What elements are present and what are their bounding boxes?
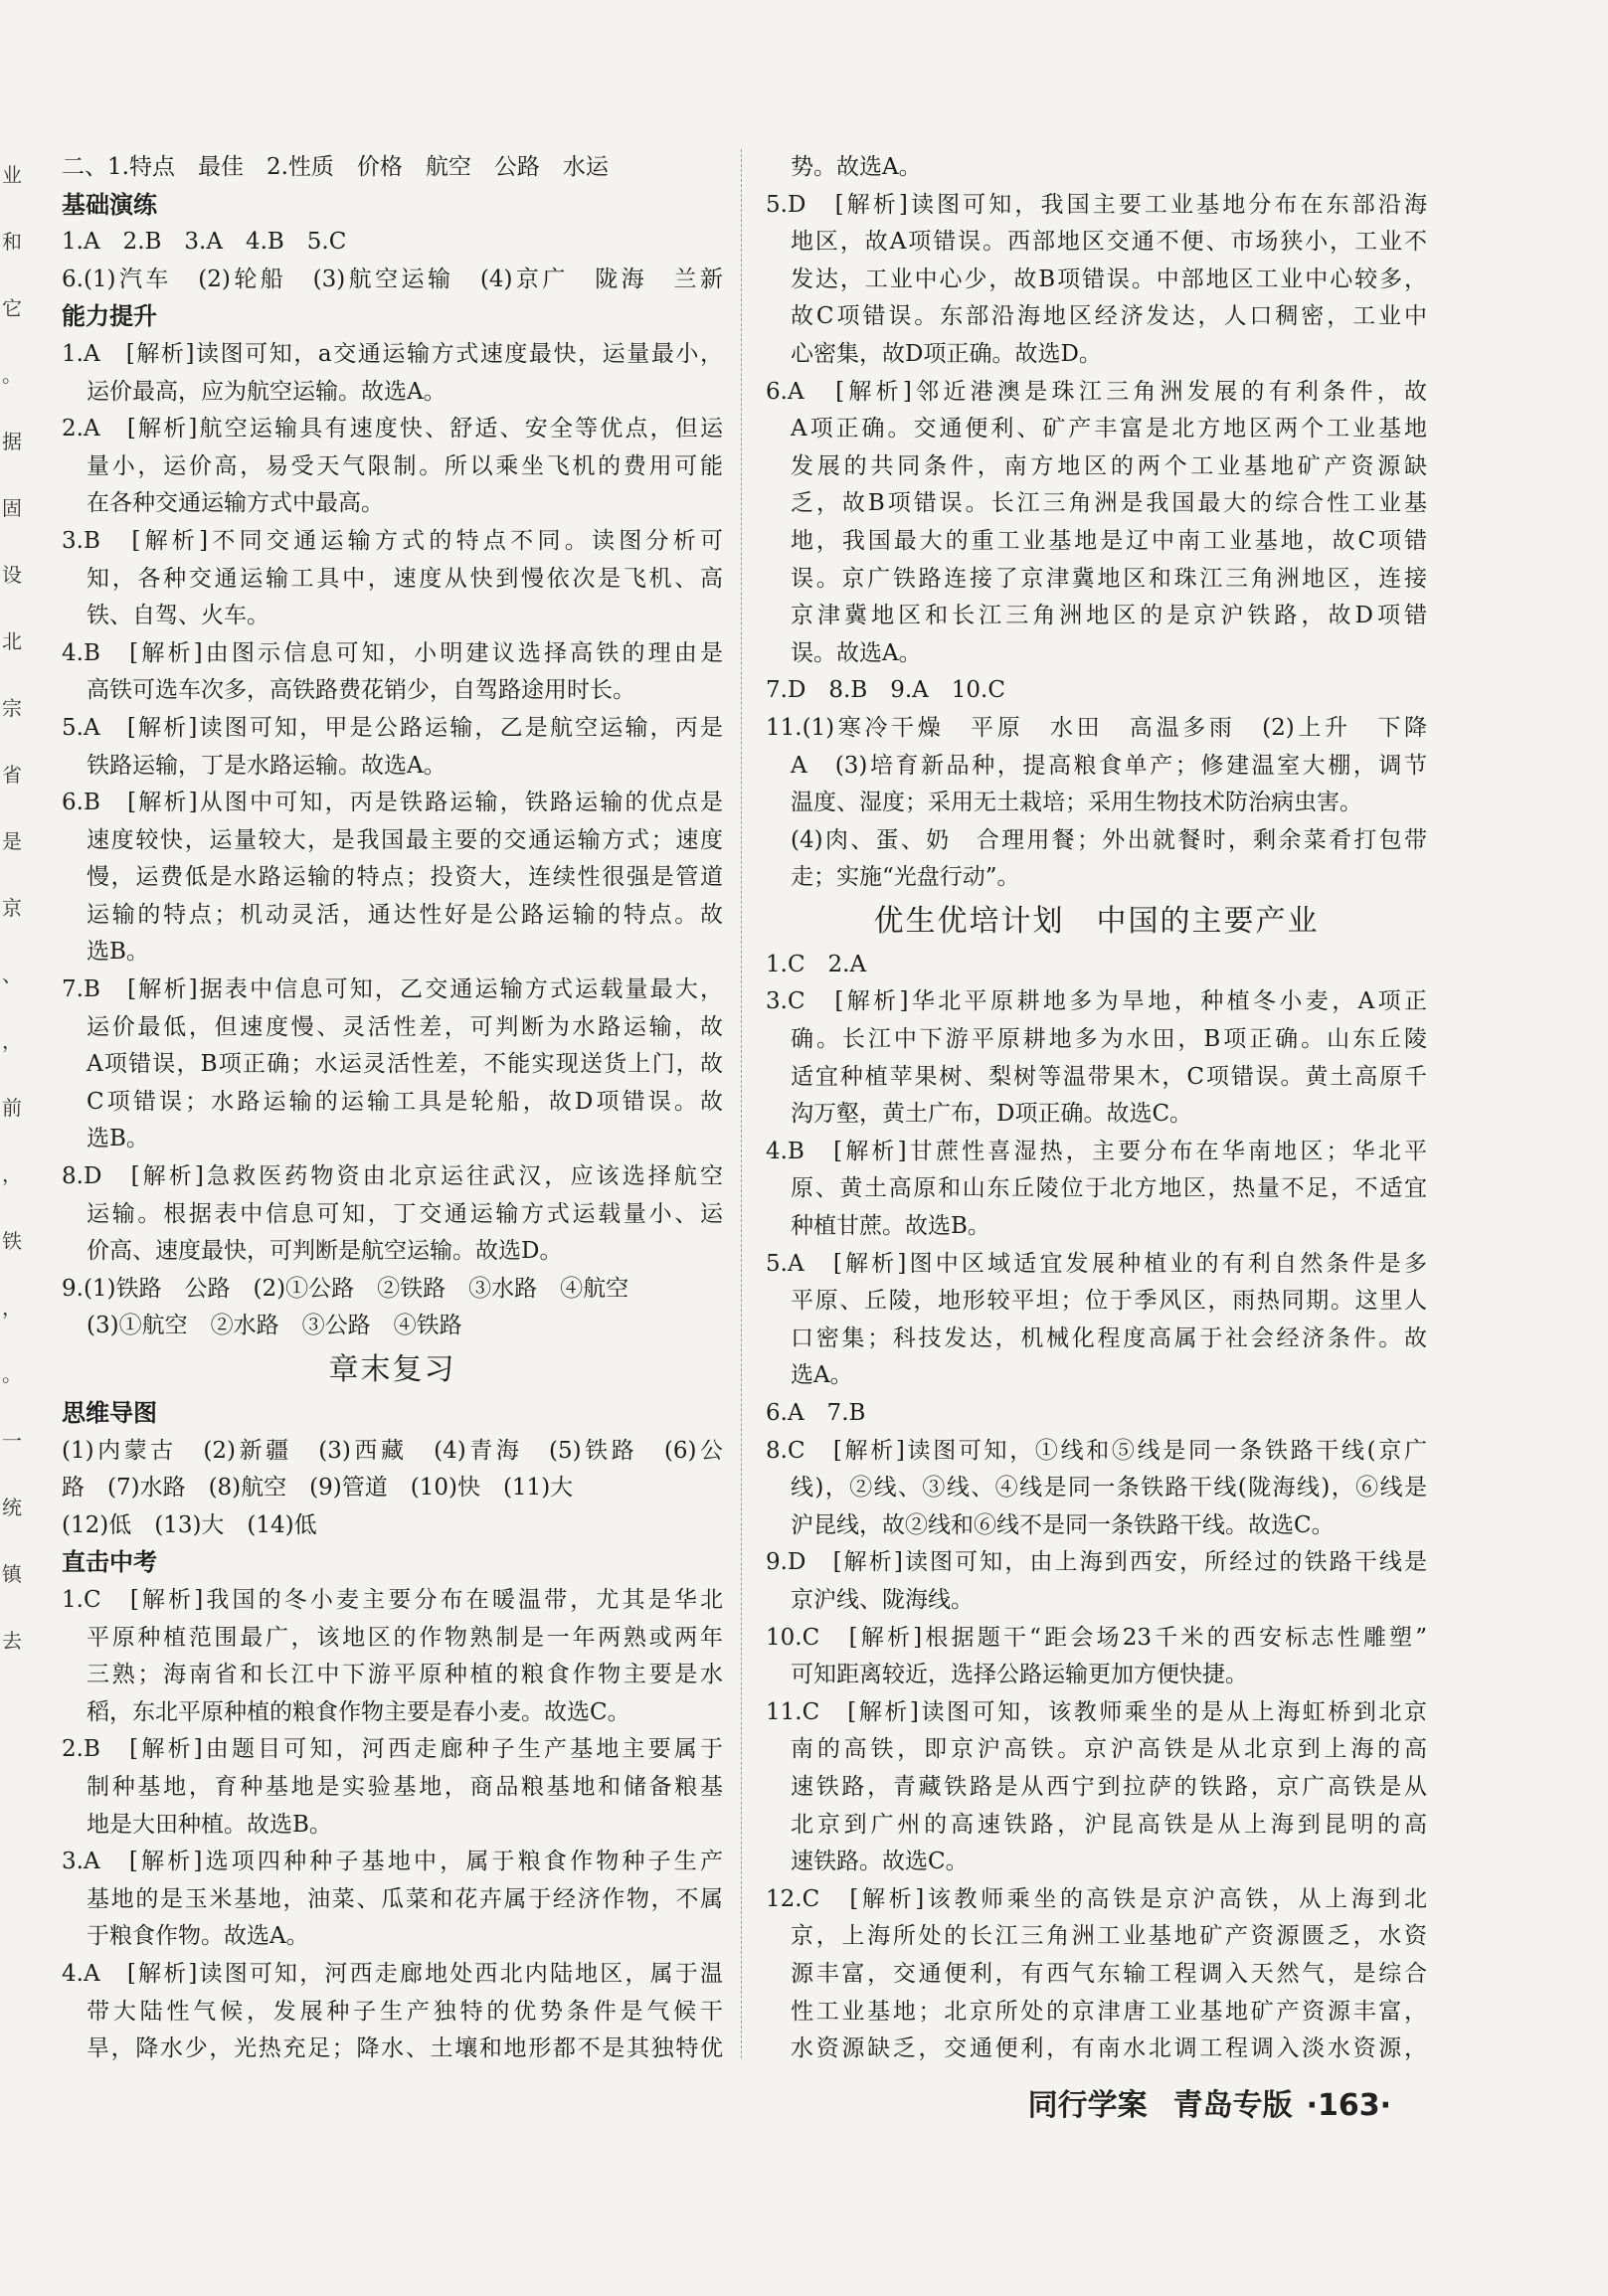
left-text-line: 运价最高，应为航空运输。故选A。 — [87, 378, 447, 405]
right-text-line: 11.(1)寒冷干燥 平原 水田 高温多雨 (2)上升 下降 — [766, 714, 1427, 741]
left-text-line: 选B。 — [87, 1126, 149, 1152]
left-text-line: 平原种植范围最广，该地区的作物熟制是一年两熟或两年 — [87, 1624, 723, 1651]
right-text-line: 速铁路，青藏铁路是从西宁到拉萨的铁路，京广高铁是从 — [791, 1773, 1427, 1800]
right-text-line: 8.C [解析]读图可知，①线和⑤线是同一条铁路干线(京广 — [766, 1437, 1427, 1464]
right-text-line: 地，我国最大的重工业基地是辽中南工业基地，故C项错 — [791, 527, 1427, 554]
right-text-line: 种植甘蔗。故选B。 — [791, 1213, 990, 1240]
left-text-line: C项错误；水路运输的运输工具是轮船，故D项错误。故 — [87, 1088, 723, 1115]
right-text-line: A (3)培育新品种，提高粮食单产；修建温室大棚，调节 — [791, 752, 1427, 779]
left-text-line: 高铁可选车次多，高铁路费花销少，自驾路途用时长。 — [87, 677, 635, 704]
right-text-line: 京，上海所处的长江三角洲工业基地矿产资源匮乏，水资 — [791, 1923, 1427, 1950]
edge-mark-char: 固 — [2, 496, 22, 520]
edge-mark-char: ， — [2, 1296, 22, 1320]
left-text-line: 运输。根据表中信息可知，丁交通运输方式运载量小、运 — [87, 1200, 723, 1227]
right-text-line: 温度、湿度；采用无土栽培；采用生物技术防治病虫害。 — [791, 790, 1362, 816]
footer-edition: 青岛专版 — [1172, 2088, 1293, 2123]
edge-mark-char: 去 — [2, 1629, 22, 1653]
right-text-line: 京津冀地区和长江三角洲地区的是京沪铁路，故D项错 — [791, 603, 1427, 629]
edge-mark-char: 铁 — [2, 1229, 22, 1253]
right-text-line: 平原、丘陵，地形较平坦；位于季风区，雨热同期。这里人 — [791, 1288, 1427, 1315]
left-text-line: 在各种交通运输方式中最高。 — [87, 490, 384, 517]
left-text-line: 8.D [解析]急救医药物资由北京运往武汉，应该选择航空 — [62, 1163, 723, 1190]
left-text-line: 4.A [解析]读图可知，河西走廊地处西北内陆地区，属于温 — [62, 1960, 723, 1987]
right-text-line: 9.D [解析]读图可知，由上海到西安，所经过的铁路干线是 — [766, 1549, 1427, 1576]
right-text-line: 故C项错误。东部沿海地区经济发达，人口稠密，工业中 — [791, 303, 1427, 330]
left-text-line: 1.A [解析]读图可知，a交通运输方式速度最快，运量最小， — [62, 340, 723, 367]
right-text-line: 11.C [解析]读图可知，该教师乘坐的是从上海虹桥到北京 — [766, 1698, 1427, 1725]
left-text-line: 铁、自驾、火车。 — [87, 603, 269, 629]
left-text-line: 5.A [解析]读图可知，甲是公路运输，乙是航空运输，丙是 — [62, 714, 723, 741]
edge-mark-char: 北 — [2, 629, 22, 653]
right-text-line: 1.C 2.A — [766, 951, 867, 977]
right-column — [766, 149, 1427, 2068]
right-text-line: 乏，故B项错误。长江三角洲是我国最大的综合性工业基 — [791, 490, 1427, 517]
left-text-line: 制种基地，育种基地是实验基地，商品粮基地和储备粮基 — [87, 1773, 723, 1800]
right-text-line: 10.C [解析]根据题干“距会场23千米的西安标志性雕塑” — [766, 1624, 1427, 1651]
right-text-line: 线)，②线、③线、④线是同一条铁路干线(陇海线)，⑥线是 — [791, 1475, 1427, 1501]
right-text-line: 沪昆线，故②线和⑥线不是同一条铁路干线。故选C。 — [791, 1511, 1335, 1538]
edge-mark-char: 统 — [2, 1496, 22, 1519]
right-text-line: 原、黄土高原和山东丘陵位于北方地区，热量不足，不适宜 — [791, 1175, 1427, 1202]
edge-mark-char: 、 — [2, 963, 22, 986]
left-text-line: 知，各种交通运输工具中，速度从快到慢依次是飞机、高 — [87, 565, 723, 592]
edge-mark-char: 镇 — [2, 1562, 22, 1586]
left-edge-cut-text — [2, 159, 24, 1654]
footer-brand: 同行学案 — [1027, 2088, 1148, 2123]
left-text-line: 于粮食作物。故选A。 — [87, 1923, 309, 1950]
right-text-line: 地区，故A项错误。西部地区交通不便、市场狭小，工业不 — [791, 229, 1427, 256]
left-section-heading: 能力提升 — [62, 302, 157, 331]
right-text-line: 适宜种植苹果树、梨树等温带果木，C项错误。黄土高原千 — [791, 1063, 1427, 1090]
edge-mark-char: 。 — [2, 363, 22, 387]
left-text-line: 1.C [解析]我国的冬小麦主要分布在暖温带，尤其是华北 — [62, 1586, 723, 1613]
right-text-line: 水资源缺乏，交通便利，有南水北调工程调入淡水资源， — [791, 2035, 1427, 2062]
edge-mark-char: 业 — [2, 163, 22, 187]
edge-mark-char: 一 — [2, 1429, 22, 1453]
left-section-heading: 思维导图 — [62, 1399, 157, 1427]
edge-mark-char: 是 — [2, 829, 22, 853]
right-text-line: 南的高铁，即京沪高铁。京沪高铁是从北京到上海的高 — [791, 1736, 1427, 1763]
left-text-line: 运输的特点；机动灵活，通达性好是公路运输的特点。故 — [87, 901, 723, 928]
right-text-line: 京沪线、陇海线。 — [791, 1586, 974, 1613]
right-text-line: A项正确。交通便利、矿产丰富是北方地区两个工业基地 — [791, 416, 1427, 442]
column-divider — [741, 149, 742, 2058]
left-text-line: 旱，降水少，光热充足；降水、土壤和地形都不是其独特优 — [87, 2035, 723, 2062]
left-text-line: 运价最低，但速度慢、灵活性差，可判断为水路运输，故 — [87, 1013, 723, 1040]
right-text-line: 确。长江中下游平原耕地多为水田，B项正确。山东丘陵 — [791, 1026, 1427, 1053]
right-text-line: 12.C [解析]该教师乘坐的高铁是京沪高铁，从上海到北 — [766, 1885, 1427, 1912]
left-text-line: 7.B [解析]据表中信息可知，乙交通运输方式运载量最大， — [62, 976, 723, 1003]
right-text-line: 口密集；科技发达，机械化程度高属于社会经济条件。故 — [791, 1325, 1427, 1351]
right-text-line: 3.C [解析]华北平原耕地多为旱地，种植冬小麦，A项正 — [766, 988, 1427, 1015]
right-text-line: 心密集，故D项正确。故选D。 — [791, 340, 1102, 367]
left-text-line: 9.(1)铁路 公路 (2)①公路 ②铁路 ③水路 ④航空 — [62, 1275, 629, 1302]
right-text-line: 速铁路。故选C。 — [791, 1849, 969, 1875]
right-text-line: 5.D [解析]读图可知，我国主要工业基地分布在东部沿海 — [766, 191, 1427, 218]
right-text-line: 势。故选A。 — [791, 154, 922, 180]
right-text-line: 6.A 7.B — [766, 1400, 866, 1426]
left-text-line: (3)①航空 ②水路 ③公路 ④铁路 — [87, 1313, 462, 1339]
right-text-line: 5.A [解析]图中区域适宜发展种植业的有利自然条件是多 — [766, 1250, 1427, 1277]
left-text-line: (12)低 (13)大 (14)低 — [62, 1511, 317, 1538]
page-footer — [1028, 2080, 1391, 2124]
left-text-line: 铁路运输，丁是水路运输。故选A。 — [87, 752, 447, 779]
left-text-line: 基地的是玉米基地，油菜、瓜菜和花卉属于经济作物，不属 — [87, 1885, 723, 1912]
right-text-line: 源丰富，交通便利，有西气东输工程调入天然气，是综合 — [791, 1960, 1427, 1987]
edge-mark-char: 省 — [2, 763, 22, 787]
edge-mark-char: 京 — [2, 896, 22, 920]
left-text-line: (1)内蒙古 (2)新疆 (3)西藏 (4)青海 (5)铁路 (6)公 — [62, 1437, 723, 1464]
left-text-line: 慢，运费低是水路运输的特点；投资大，连续性很强是管道 — [87, 864, 723, 891]
left-text-line: 二、1.特点 最佳 2.性质 价格 航空 公路 水运 — [62, 154, 609, 180]
right-text-line: 北京到广州的高速铁路，沪昆高铁是从上海到昆明的高 — [791, 1811, 1427, 1838]
right-text-line: 选A。 — [791, 1362, 853, 1389]
edge-mark-char: 前 — [2, 1096, 22, 1120]
left-column — [62, 149, 723, 2068]
right-text-line: 误。故选A。 — [791, 639, 922, 666]
left-text-line: 稻，东北平原种植的粮食作物主要是春小麦。故选C。 — [87, 1698, 630, 1725]
edge-mark-char: 设 — [2, 563, 22, 587]
right-text-line: 性工业基地；北京所处的京津唐工业基地矿产资源丰富， — [791, 1998, 1427, 2025]
edge-mark-char: ， — [2, 1029, 22, 1053]
right-text-line: (4)肉、蛋、奶 合理用餐；外出就餐时，剩余菜肴打包带 — [791, 826, 1427, 853]
left-text-line: 量小，运价高，易受天气限制。所以乘坐飞机的费用可能 — [87, 452, 723, 479]
right-text-line: 6.A [解析]邻近港澳是珠江三角洲发展的有利条件，故 — [766, 378, 1427, 405]
right-text-line: 走；实施“光盘行动”。 — [791, 864, 1020, 891]
right-text-line: 沟万壑，黄土广布，D项正确。故选C。 — [791, 1101, 1193, 1128]
left-text-line: 三熟；海南省和长江中下游平原种植的粮食作物主要是水 — [87, 1662, 723, 1688]
left-text-line: 2.A [解析]航空运输具有速度快、舒适、安全等优点，但运 — [62, 416, 723, 442]
left-text-line: 6.B [解析]从图中可知，丙是铁路运输，铁路运输的优点是 — [62, 790, 723, 816]
left-text-line: 1.A 2.B 3.A 4.B 5.C — [62, 229, 347, 256]
right-text-line: 4.B [解析]甘蔗性喜湿热，主要分布在华南地区；华北平 — [766, 1138, 1427, 1164]
left-text-line: 速度较快，运量较大，是我国最主要的交通运输方式；速度 — [87, 826, 723, 853]
right-text-line: 误。京广铁路连接了京津冀地区和珠江三角洲地区，连接 — [791, 565, 1427, 592]
left-text-line: 4.B [解析]由图示信息可知，小明建议选择高铁的理由是 — [62, 639, 723, 666]
right-text-line: 发达，工业中心少，故B项错误。中部地区工业中心较多， — [791, 265, 1427, 292]
edge-mark-char: 据 — [2, 430, 22, 453]
left-text-line: 3.B [解析]不同交通运输方式的特点不同。读图分析可 — [62, 527, 723, 554]
right-text-line: 可知距离较近，选择公路运输更加方便快捷。 — [791, 1662, 1248, 1688]
left-text-line: 带大陆性气候，发展种子生产独特的优势条件是气候干 — [87, 1998, 723, 2025]
left-text-line: 2.B [解析]由题目可知，河西走廊种子生产基地主要属于 — [62, 1736, 723, 1763]
left-text-line: 价高、速度最快，可判断是航空运输。故选D。 — [87, 1238, 563, 1265]
left-section-heading: 基础演练 — [62, 190, 157, 219]
left-text-line: 选B。 — [87, 939, 149, 966]
left-text-line: 6.(1)汽车 (2)轮船 (3)航空运输 (4)京广 陇海 兰新 — [62, 265, 723, 292]
edge-mark-char: 和 — [2, 230, 22, 254]
edge-mark-char: ， — [2, 1162, 22, 1186]
right-text-line: 7.D 8.B 9.A 10.C — [766, 677, 1005, 704]
right-text-line: 发展的共同条件，南方地区的两个工业基地矿产资源缺 — [791, 452, 1427, 479]
edge-mark-char: 它 — [2, 296, 22, 320]
left-text-line: 3.A [解析]选项四种种子基地中，属于粮食作物种子生产 — [62, 1849, 723, 1875]
left-section-heading: 直击中考 — [62, 1548, 157, 1577]
left-text-line: A项错误，B项正确；水运灵活性差，不能实现送货上门，故 — [87, 1051, 723, 1078]
left-text-line: 地是大田种植。故选B。 — [87, 1811, 332, 1838]
page-number: ·163· — [1306, 2088, 1391, 2123]
right-chapter-title: 优生优培计划 中国的主要产业 — [873, 903, 1320, 939]
left-chapter-title: 章末复习 — [328, 1352, 456, 1387]
edge-mark-char: 宗 — [2, 696, 22, 720]
left-text-line: 路 (7)水路 (8)航空 (9)管道 (10)快 (11)大 — [62, 1475, 574, 1501]
edge-mark-char: 。 — [2, 1362, 22, 1386]
